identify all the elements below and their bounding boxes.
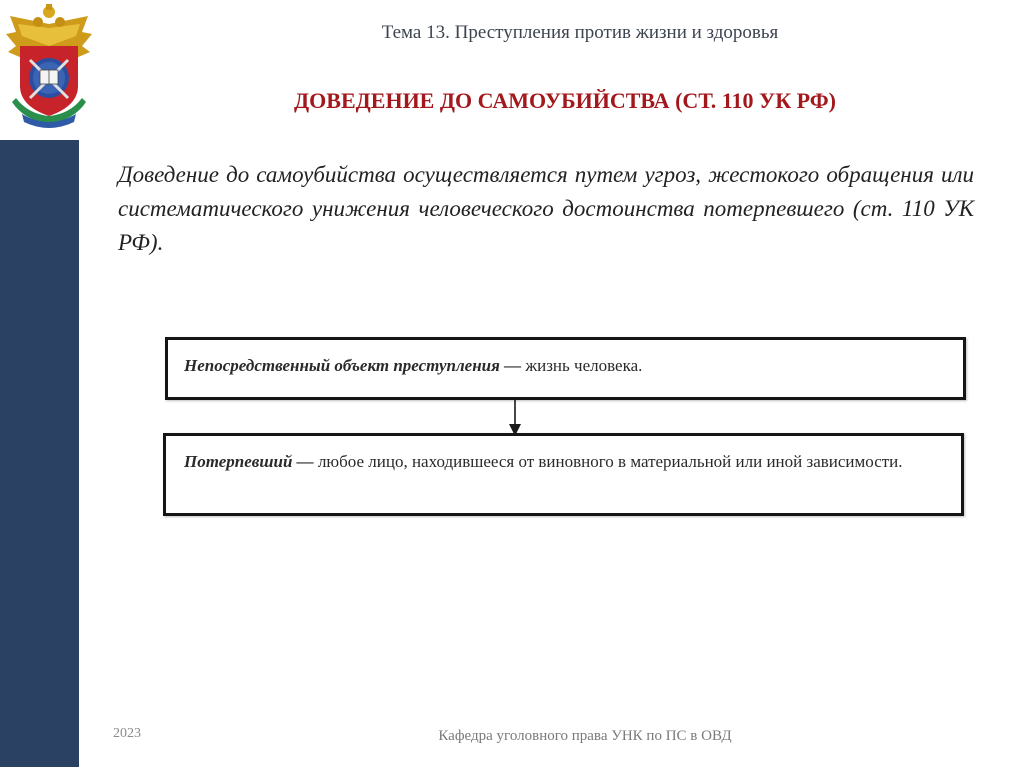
slide-title: ДОВЕДЕНИЕ ДО САМОУБИЙСТВА (СТ. 110 УК РФ) bbox=[294, 88, 836, 113]
victim-box bbox=[163, 433, 964, 516]
sidebar-bar bbox=[0, 140, 79, 767]
topic-title: Тема 13. Преступления против жизни и здоровья bbox=[381, 22, 779, 43]
year-label: 2023 bbox=[113, 726, 141, 741]
department-footer: Кафедра уголовного права УНК по ПС в ОВД bbox=[438, 728, 732, 744]
object-box bbox=[165, 337, 966, 400]
definition-paragraph: Доведение до самоубийства осуществляется путем угроз, жестокого обращения или систематического унижения человеческого достоинства потерпевшего (ст. 110 УК РФ). bbox=[118, 162, 974, 255]
victim-text: любое лицо, находившееся от виновного в материальной или иной зависимости. bbox=[313, 452, 903, 471]
object-term: Непосредственный объект преступления — bbox=[184, 356, 522, 375]
victim-term: Потерпевший — bbox=[184, 452, 314, 471]
eagle-emblem-icon bbox=[2, 2, 98, 130]
object-text: жизнь человека. bbox=[521, 356, 643, 375]
